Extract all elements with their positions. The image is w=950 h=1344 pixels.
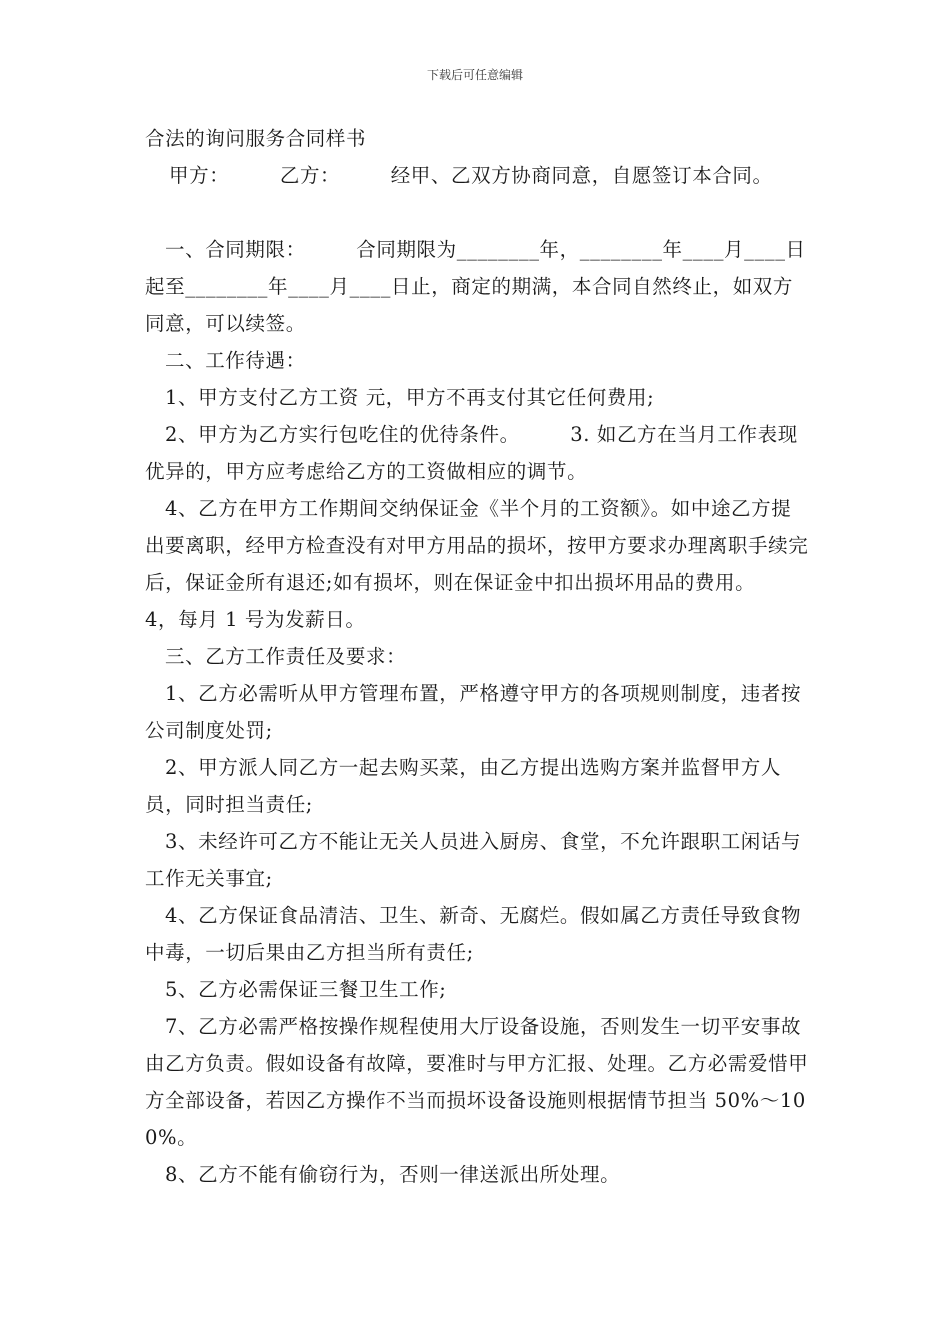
paragraph-clause: 3、未经许可乙方不能让无关人员进入厨房、食堂，不允许跟职工闲话与工作无关事宜; bbox=[145, 830, 802, 890]
paragraph-clause: 8、乙方不能有偷窃行为，否则一律送派出所处理。 bbox=[165, 1163, 621, 1186]
section-heading-responsibilities: 三、乙方工作责任及要求： bbox=[165, 645, 407, 668]
paragraph-contract-term: 一、合同期限： 合同期限为________年，________年____月____日起至________年____月____日止，商定的期满，本合同自然终止，如双方同意，可以续签。 bbox=[145, 238, 806, 335]
blank-line bbox=[145, 194, 810, 231]
paragraph-clause: 1、乙方必需听从甲方管理布置，严格遵守甲方的各项规则制度，违者按公司制度处罚; bbox=[145, 682, 802, 742]
document-title: 合法的询问服务合同样书 bbox=[145, 127, 367, 150]
paragraph-clause: 5、乙方必需保证三餐卫生工作; bbox=[165, 978, 447, 1001]
document-body bbox=[145, 120, 810, 1193]
paragraph-clause: 4、乙方在甲方工作期间交纳保证金《半个月的工资额》。如中途乙方提出要离职，经甲方检查没有对甲方用品的损坏，按甲方要求办理离职手续完后，保证金所有退还;如有损坏，则在保证金中扣出损坏用品的费用。 4，每月 1 号为发薪日。 bbox=[145, 497, 809, 631]
paragraph-clause: 2、甲方派人同乙方一起去购买菜，由乙方提出选购方案并监督甲方人员，同时担当责任; bbox=[145, 756, 782, 816]
paragraph-clause: 2、甲方为乙方实行包吃住的优待条件。 3. 如乙方在当月工作表现优异的，甲方应考虑给乙方的工资做相应的调节。 bbox=[145, 423, 798, 483]
page-header-note: 下载后可任意编辑 bbox=[426, 68, 523, 82]
paragraph-clause: 1、甲方支付乙方工资 元，甲方不再支付其它任何费用; bbox=[165, 386, 655, 409]
parties-line: 甲方： 乙方： 经甲、乙双方协商同意，自愿签订本合同。 bbox=[169, 164, 773, 187]
section-heading-work-treatment: 二、工作待遇： bbox=[165, 349, 306, 372]
paragraph-clause: 4、乙方保证食品清洁、卫生、新奇、无腐烂。假如属乙方责任导致食物中毒，一切后果由乙方担当所有责任; bbox=[145, 904, 802, 964]
paragraph-clause: 7、乙方必需严格按操作规程使用大厅设备设施，否则发生一切平安事故由乙方负责。假如设备有故障，要准时与甲方汇报、处理。乙方必需爱惜甲方全部设备，若因乙方操作不当而损坏设备设施则根据情节担当 50%～100%。 bbox=[145, 1015, 809, 1149]
